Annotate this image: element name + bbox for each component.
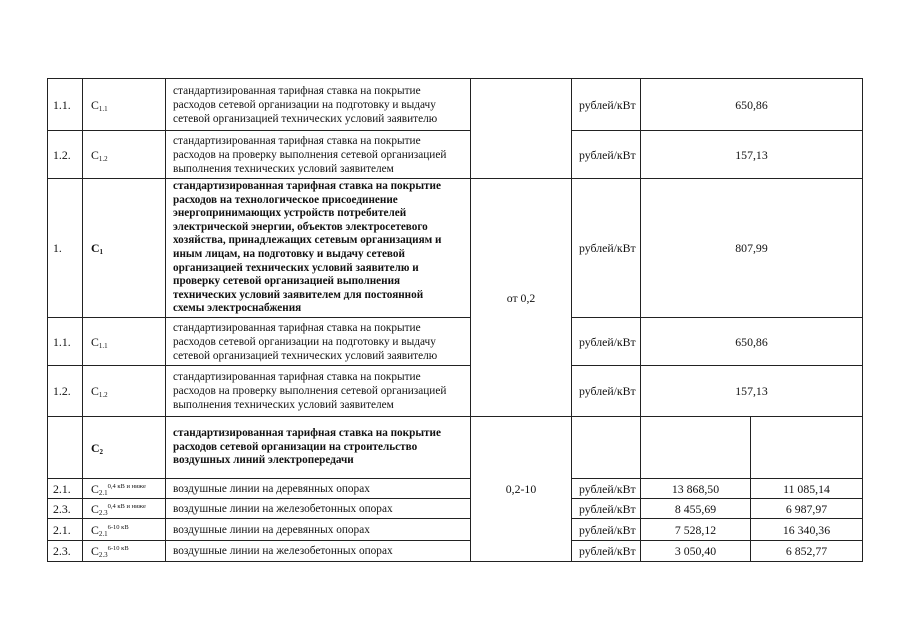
table-row xyxy=(48,366,863,417)
symbol-letter: С xyxy=(91,522,99,537)
table-row xyxy=(48,131,863,179)
rate-description: воздушные линии на железобетонных опорах xyxy=(166,541,471,562)
unit-cell: рублей/кВт xyxy=(572,479,641,499)
rate-value: 13 868,50 xyxy=(641,479,751,499)
rate-description: стандартизированная тарифная ставка на покрытие расходов на проверку выполнения сетевой организацией выполнения технических условий заявителем xyxy=(166,131,471,179)
symbol-letter: С xyxy=(91,440,100,455)
rate-value: 650,86 xyxy=(641,79,863,131)
symbol-subscript: 2.3 xyxy=(98,508,108,517)
table-row xyxy=(48,318,863,366)
rate-value: 157,13 xyxy=(641,366,863,417)
row-number xyxy=(48,417,83,479)
unit-cell: рублей/кВт xyxy=(572,366,641,417)
rate-description: стандартизированная тарифная ставка на покрытие расходов сетевой организации на подготовку и выдачу сетевой организацией технических условий заявителю xyxy=(166,318,471,366)
rate-symbol xyxy=(83,179,166,318)
symbol-letter: С xyxy=(91,97,99,112)
symbol-superscript: 0,4 кВ и ниже xyxy=(107,502,146,510)
tariff-table xyxy=(47,78,863,562)
unit-cell: рублей/кВт xyxy=(572,499,641,519)
rate-value xyxy=(641,417,751,479)
rate-value: 807,99 xyxy=(641,179,863,318)
table-row xyxy=(48,479,863,499)
unit-cell: рублей/кВт xyxy=(572,179,641,318)
rate-value: 650,86 xyxy=(641,318,863,366)
symbol-subscript: 1.1 xyxy=(98,104,108,113)
row-number: 2.3. xyxy=(48,541,83,562)
symbol-letter: С xyxy=(91,384,99,398)
table-row xyxy=(48,499,863,519)
symbol-subscript: 1.1 xyxy=(98,341,108,350)
symbol-superscript: 6-10 кВ xyxy=(107,523,129,531)
rate-value: 6 987,97 xyxy=(751,499,863,519)
rate-description: воздушные линии на деревянных опорах xyxy=(166,519,471,541)
symbol-subscript: 1.2 xyxy=(98,154,108,163)
symbol-subscript: 2.1 xyxy=(98,529,108,538)
symbol-subscript: 1.2 xyxy=(98,391,108,399)
table-row xyxy=(48,519,863,541)
row-number: 2.3. xyxy=(48,499,83,519)
row-number: 1.1. xyxy=(48,79,83,131)
rate-symbol xyxy=(83,479,166,499)
rate-symbol xyxy=(83,131,166,179)
voltage-range-cell xyxy=(471,79,572,179)
rate-symbol xyxy=(83,318,166,366)
table-row xyxy=(48,79,863,131)
symbol-subscript: 2 xyxy=(99,447,104,456)
symbol-subscript: 2.3 xyxy=(98,551,108,559)
rate-description: стандартизированная тарифная ставка на покрытие расходов на проверку выполнения сетевой организацией выполнения технических условий заявителем xyxy=(166,366,471,417)
rate-description: стандартизированная тарифная ставка на покрытие расходов на технологическое присоединение энергопринимающих устройств потребителей электрической энергии, объектов электросетевого хозяйства, принадлежащих сетевым организациям и иным лицам, на подготовку и выдачу сетевой организацией технических условий заявителю и проверку сетевой организацией выполнения технических условий заявителем для постоянной схемы электроснабжения xyxy=(166,179,471,318)
voltage-range-cell: от 0,2 xyxy=(471,179,572,417)
rate-value: 16 340,36 xyxy=(751,519,863,541)
rate-value: 7 528,12 xyxy=(641,519,751,541)
rate-value: 8 455,69 xyxy=(641,499,751,519)
unit-cell xyxy=(572,417,641,479)
unit-cell: рублей/кВт xyxy=(572,519,641,541)
rate-value xyxy=(751,417,863,479)
unit-cell: рублей/кВт xyxy=(572,79,641,131)
symbol-letter: С xyxy=(91,501,99,516)
rate-value: 11 085,14 xyxy=(751,479,863,499)
table-row xyxy=(48,179,863,318)
symbol-superscript: 6-10 кВ xyxy=(107,545,129,552)
unit-cell: рублей/кВт xyxy=(572,131,641,179)
table-row xyxy=(48,417,863,479)
unit-cell: рублей/кВт xyxy=(572,318,641,366)
symbol-letter: С xyxy=(91,241,100,255)
row-number: 1.2. xyxy=(48,131,83,179)
unit-cell: рублей/кВт xyxy=(572,541,641,562)
rate-symbol xyxy=(83,499,166,519)
rate-description: стандартизированная тарифная ставка на покрытие расходов сетевой организации на строительство воздушных линий электропередачи xyxy=(166,417,471,479)
symbol-letter: С xyxy=(91,334,99,349)
row-number: 1.1. xyxy=(48,318,83,366)
row-number: 2.1. xyxy=(48,479,83,499)
rate-symbol xyxy=(83,541,166,562)
row-number: 1. xyxy=(48,179,83,318)
symbol-subscript: 2.1 xyxy=(98,488,108,497)
symbol-letter: С xyxy=(91,481,99,496)
voltage-range-cell: 0,2-10 xyxy=(471,417,572,562)
symbol-letter: С xyxy=(91,147,99,162)
rate-symbol xyxy=(83,366,166,417)
rate-symbol xyxy=(83,417,166,479)
rate-value: 3 050,40 xyxy=(641,541,751,562)
rate-description: воздушные линии на железобетонных опорах xyxy=(166,499,471,519)
table-row xyxy=(48,541,863,562)
rate-description: стандартизированная тарифная ставка на покрытие расходов сетевой организации на подготовку и выдачу сетевой организацией технических условий заявителю xyxy=(166,79,471,131)
symbol-letter: С xyxy=(91,544,99,558)
rate-value: 157,13 xyxy=(641,131,863,179)
row-number: 2.1. xyxy=(48,519,83,541)
rate-description: воздушные линии на деревянных опорах xyxy=(166,479,471,499)
row-number: 1.2. xyxy=(48,366,83,417)
rate-value: 6 852,77 xyxy=(751,541,863,562)
symbol-subscript: 1 xyxy=(99,248,104,256)
rate-symbol xyxy=(83,519,166,541)
symbol-superscript: 0,4 кВ и ниже xyxy=(107,482,146,490)
rate-symbol xyxy=(83,79,166,131)
